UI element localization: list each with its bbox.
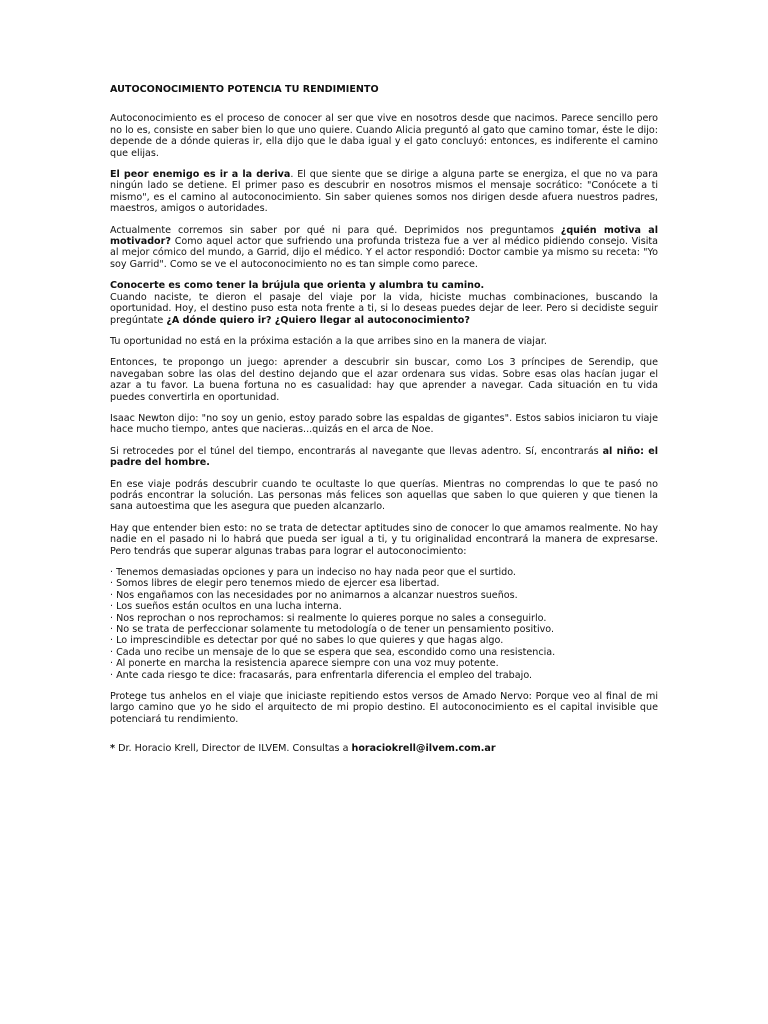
paragraph-7: Isaac Newton dijo: "no soy un genio, estoy parado sobre las espaldas de gigantes". Estos sabios iniciaron tu viaje hace mucho tiempo, antes que nacieras...quizás en el arca de Noe. [110,412,658,436]
paragraph-4-text: Cuando naciste, te dieron el pasaje del viaje por la vida, hiciste muchas combinaciones, buscando la oportunidad. Hoy, el destino puso esta nota frente a ti, si lo deseas puedes dejar de leer. Pero si decidiste seguir pregúntate [110,291,658,326]
list-item: · Tenemos demasiadas opciones y para un indeciso no hay nada peor que el surtido. [110,567,516,578]
author-email: horaciokrell@ilvem.com.ar [351,743,496,755]
paragraph-4 [110,280,658,326]
list-item: · Cada uno recibe un mensaje de lo que se espera que sea, escondido como una resistencia. [110,646,556,658]
paragraph-1: Autoconocimiento es el proceso de conocer al ser que vive en nosotros desde que nacimos. Parece sencillo pero no lo es, consiste en saber bien lo que uno quiere. Cuando Alicia preguntó al gato que camino tomar, éste le dijo: depende de a dónde quieras ir, ella dijo que le daba igual y el gato concluyó: entonces, es indiferente el camino que elijas. [110,113,658,159]
paragraph-2 [110,169,658,215]
author-footer [110,743,658,754]
list-item: · Lo imprescindible es detectar por qué no sabes lo que quieres y que hagas algo. [110,635,504,647]
paragraph-11: Protege tus anhelos en el viaje que iniciaste repitiendo estos versos de Amado Nervo: Porque veo al final de mi largo camino que yo he sido el arquitecto de mi propio destino. El autoconocimiento es el capital invisible que potenciará tu rendimiento. [110,691,658,725]
paragraph-2-bold: El peor enemigo es ir a la deriva [110,169,291,181]
paragraph-8 [110,446,658,469]
list-item: · Nos reprochan o nos reprochamos: si realmente lo quieres porque no sales a conseguirlo. [110,612,547,624]
paragraph-3-bold: ¿quién motiva al motivador? [110,224,659,248]
footer-text: Dr. Horacio Krell, Director de ILVEM. Consultas a [115,743,352,755]
list-item: · Ante cada riesgo te dice: fracasarás, para enfrentarla diferencia el empleo del trabajo. [110,669,533,681]
paragraph-9: En ese viaje podrás descubrir cuando te ocultaste lo que querías. Mientras no comprendas lo que te pasó no podrás encontrar la solución. Las personas más felices son aquellas que saben lo que quieren y que tienen la sana autoestima que les asegura que pueden alcanzarlo. [110,478,658,513]
list-item: · Somos libres de elegir pero tenemos miedo de ejercer esa libertad. [110,578,440,590]
list-item: · Al ponerte en marcha la resistencia aparece siempre con una voz muy potente. [110,658,499,670]
paragraph-3 [110,225,658,271]
paragraph-2-text: . El que siente que se dirige a alguna parte se energiza, el que no va para ningún lado se detiene. El primer paso es descubrir en nosotros mismos el mensaje socrático: "Conócete a ti mismo", es el camino al autoconocimiento. Sin saber quienes somos nos dirigen desde afuera nuestros padres, maestros, amigos o autoridades. [110,169,658,215]
paragraph-8-bold: al niño: el padre del hombre. [110,445,659,469]
document-title: AUTOCONOCIMIENTO POTENCIA TU RENDIMIENTO [110,84,379,95]
list-item: · Los sueños están ocultos en una lucha interna. [110,601,342,613]
paragraph-5: Tu oportunidad no está en la próxima estación a la que arribes sino en la manera de viajar. [110,335,547,347]
paragraph-6: Entonces, te propongo un juego: aprender a descubrir sin buscar, como Los 3 príncipes de Serendip, que navegaban sobre las olas del destino dejando que el azar ordenara sus vidas. Sobre esas olas hacían jugar el azar a tu favor. La buena fortuna no es casualidad: hay que aprender a navegar. Cada situación en tu vida puedes convertirla en oportunidad. [110,357,658,403]
paragraph-3-text-1: Actualmente corremos sin saber por qué ni para qué. Deprimidos nos preguntamos [110,224,561,236]
paragraph-8-text: Si retrocedes por el túnel del tiempo, encontrarás al navegante que llevas adentro. Sí, encontrarás [110,445,603,457]
list-item: · No se trata de perfeccionar solamente tu metodología o de tener un pensamiento positivo. [110,624,555,636]
paragraph-4-heading: Conocerte es como tener la brújula que orienta y alumbra tu camino. [110,280,485,292]
footer-star: * [110,743,116,755]
paragraph-3-text-2: Como aquel actor que sufriendo una profunda tristeza fue a ver al médico pidiendo consejo. Visita al mejor cómico del mundo, a Garrid, dijo el médico. Y el actor respondió: Doctor cambie ya mismo su receta: "Yo soy Garrid". Como se ve el autoconocimiento no es tan simple como parece. [110,236,658,270]
obstacles-list [110,567,658,681]
paragraph-4-question: ¿A dónde quiero ir? ¿Quiero llegar al autoconocimiento? [166,314,470,326]
list-item: · Nos engañamos con las necesidades por no animarnos a alcanzar nuestros sueños. [110,589,518,601]
paragraph-10: Hay que entender bien esto: no se trata de detectar aptitudes sino de conocer lo que amamos realmente. No hay nadie en el pasado ni lo habrá que pueda ser igual a ti, y tu originalidad encontrará la manera de expresarse. Pero tendrás que superar algunas trabas para lograr el autoconocimiento: [110,522,658,557]
document-page [110,84,658,755]
